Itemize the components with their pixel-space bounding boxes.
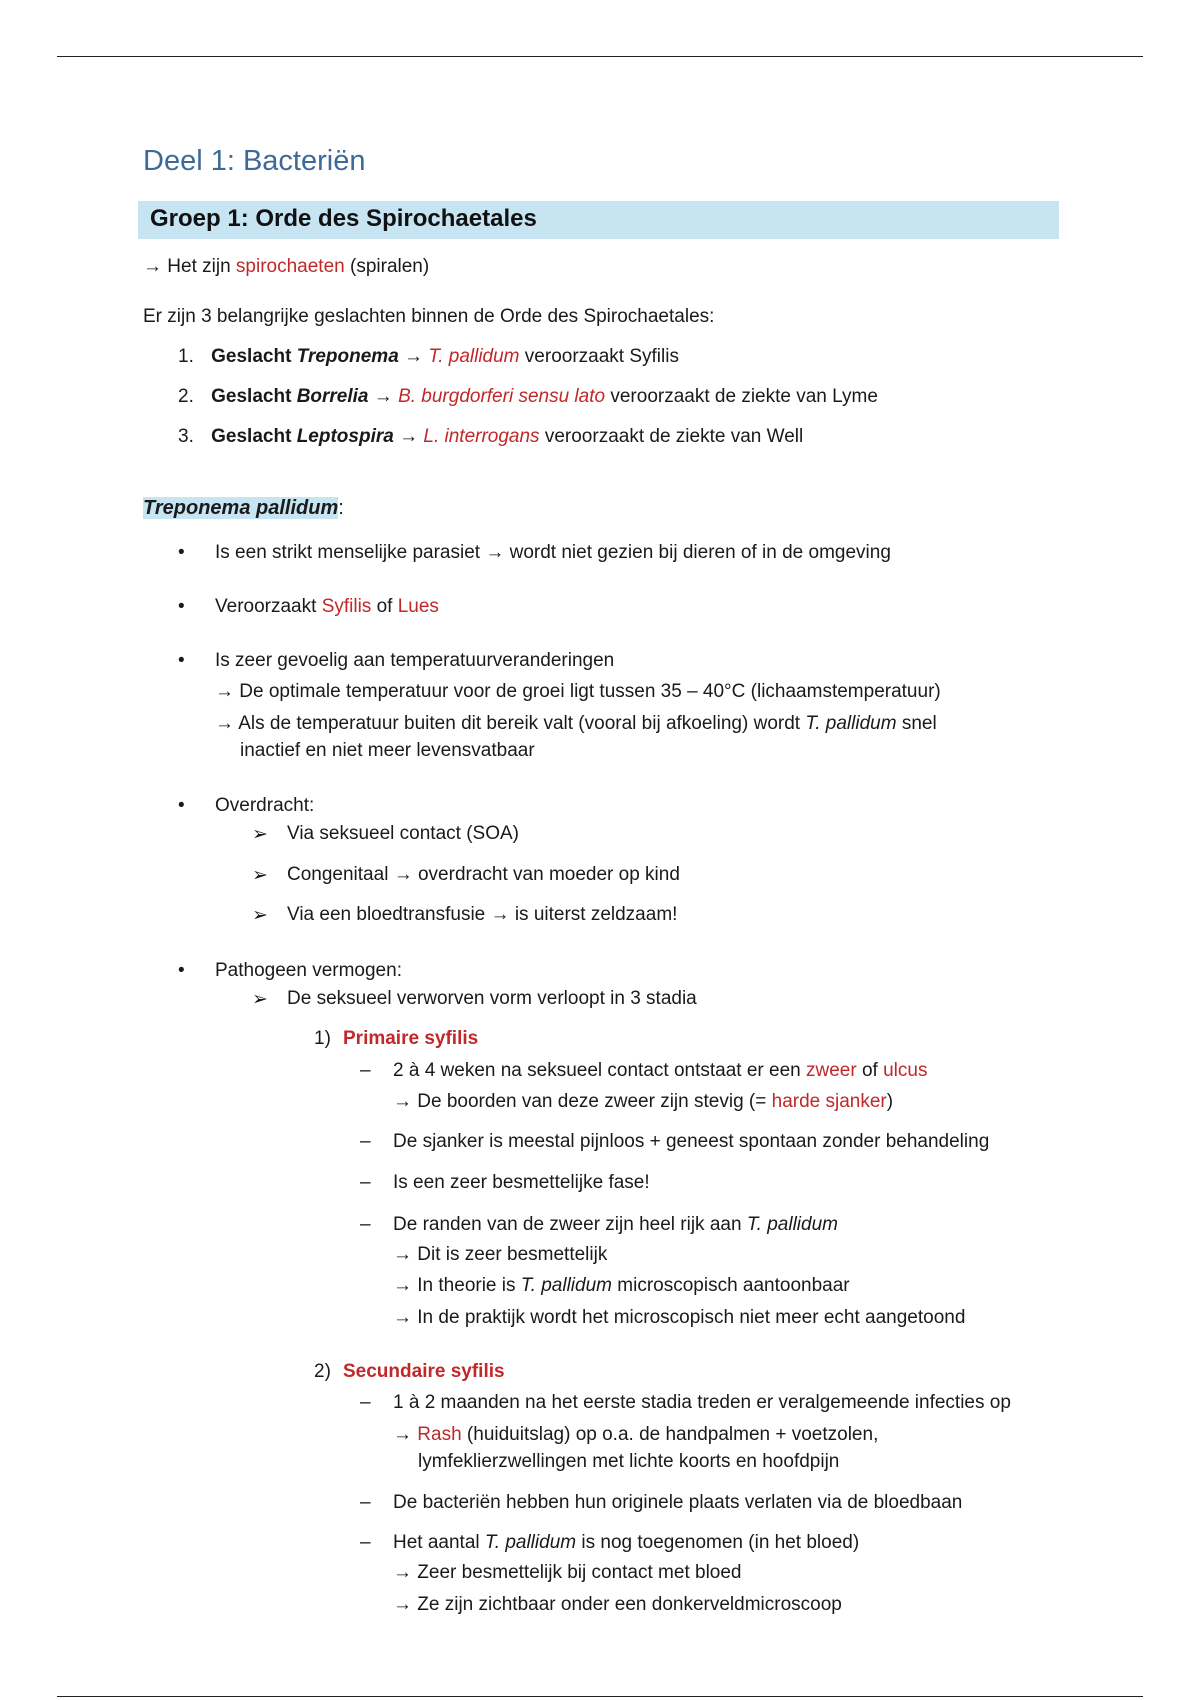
section-heading: Treponema pallidum: <box>143 497 344 519</box>
arrow-icon: → <box>490 904 510 925</box>
arrow-icon: → <box>404 346 424 367</box>
stage-title: Primaire syfilis <box>343 1028 479 1049</box>
arrowhead-icon: ➢ <box>252 824 268 845</box>
arrow-icon: → <box>373 386 393 407</box>
list-item: 1. Geslacht Treponema → T. pallidum veroorzaakt Syfilis <box>178 346 679 367</box>
dash-icon: – <box>360 1060 371 1081</box>
page-title: Deel 1: Bacteriën <box>143 145 366 177</box>
sub-item: Via seksueel contact (SOA) <box>287 823 519 844</box>
stage-item: Is een zeer besmettelijke fase! <box>393 1172 650 1193</box>
stage-number: 2) <box>314 1361 331 1382</box>
stage-subitem: → Dit is zeer besmettelijk <box>393 1244 608 1265</box>
list-item: Is zeer gevoelig aan temperatuurveranderingen <box>215 650 615 671</box>
sub-item: De seksueel verworven vorm verloopt in 3 stadia <box>287 988 697 1009</box>
dash-icon: – <box>360 1392 371 1413</box>
list-item: Overdracht: <box>215 795 315 816</box>
dash-icon: – <box>360 1532 371 1553</box>
group-heading: Groep 1: Orde des Spirochaetales <box>150 205 537 232</box>
arrowhead-icon: ➢ <box>252 989 268 1010</box>
list-item: Is een strikt menselijke parasiet → wordt niet gezien bij dieren of in de omgeving <box>215 542 891 563</box>
arrow-icon: → <box>393 1091 412 1112</box>
dash-icon: – <box>360 1492 371 1513</box>
list-item: 2. Geslacht Borrelia → B. burgdorferi sensu lato veroorzaakt de ziekte van Lyme <box>178 386 878 407</box>
bullet-icon: • <box>178 542 185 563</box>
sub-item: Congenitaal → overdracht van moeder op kind <box>287 864 680 885</box>
list-item: 3. Geslacht Leptospira → L. interrogans veroorzaakt de ziekte van Well <box>178 426 804 447</box>
stage-item: De sjanker is meestal pijnloos + geneest spontaan zonder behandeling <box>393 1131 990 1152</box>
arrow-icon: → <box>393 1594 412 1615</box>
bullet-icon: • <box>178 795 185 816</box>
intro-line: → Het zijn spirochaeten (spiralen) <box>143 256 430 277</box>
arrow-icon: → <box>393 1562 412 1583</box>
bullet-icon: • <box>178 596 185 617</box>
stage-item: Het aantal T. pallidum is nog toegenomen (in het bloed) <box>393 1532 860 1553</box>
list-item: Veroorzaakt Syfilis of Lues <box>215 596 439 617</box>
bullet-icon: • <box>178 650 185 671</box>
stage-subitem: → Rash (huiduitslag) op o.a. de handpalmen + voetzolen, <box>393 1424 879 1445</box>
stage-item: 2 à 4 weken na seksueel contact ontstaat er een zweer of ulcus <box>393 1060 928 1081</box>
arrow-icon: → <box>143 256 162 277</box>
stage-title: Secundaire syfilis <box>343 1361 505 1382</box>
sub-item: → De optimale temperatuur voor de groei ligt tussen 35 – 40°C (lichaamstemperatuur) <box>215 681 941 702</box>
list-item: Pathogeen vermogen: <box>215 960 402 981</box>
arrow-icon: → <box>393 1307 412 1328</box>
stage-item: 1 à 2 maanden na het eerste stadia treden er veralgemeende infecties op <box>393 1392 1011 1413</box>
top-rule <box>57 56 1143 57</box>
stage-subitem: → Zeer besmettelijk bij contact met bloed <box>393 1562 742 1583</box>
stage-subitem: → In de praktijk wordt het microscopisch niet meer echt aangetoond <box>393 1307 966 1328</box>
arrowhead-icon: ➢ <box>252 905 268 926</box>
stage-subitem: → De boorden van deze zweer zijn stevig (= harde sjanker) <box>393 1091 894 1112</box>
arrow-icon: → <box>393 1424 412 1445</box>
arrow-icon: → <box>393 1275 412 1296</box>
stage-item: De bacteriën hebben hun originele plaats verlaten via de bloedbaan <box>393 1492 963 1513</box>
stage-item: De randen van de zweer zijn heel rijk aan T. pallidum <box>393 1214 838 1235</box>
bullet-icon: • <box>178 960 185 981</box>
stage-subitem: → Ze zijn zichtbaar onder een donkerveldmicroscoop <box>393 1594 842 1615</box>
genera-lead: Er zijn 3 belangrijke geslachten binnen de Orde des Spirochaetales: <box>143 306 715 327</box>
arrow-icon: → <box>215 713 234 734</box>
arrow-icon: → <box>393 1244 412 1265</box>
arrow-icon: → <box>485 542 505 563</box>
dash-icon: – <box>360 1214 371 1235</box>
dash-icon: – <box>360 1172 371 1193</box>
bottom-rule <box>57 1696 1143 1697</box>
dash-icon: – <box>360 1131 371 1152</box>
stage-number: 1) <box>314 1028 331 1049</box>
sub-item: Via een bloedtransfusie → is uiterst zeldzaam! <box>287 904 678 925</box>
stage-subitem-continuation: lymfeklierzwellingen met lichte koorts en hoofdpijn <box>418 1451 840 1472</box>
stage-subitem: → In theorie is T. pallidum microscopisch aantoonbaar <box>393 1275 850 1296</box>
arrow-icon: → <box>399 426 419 447</box>
arrow-icon: → <box>215 681 234 702</box>
arrowhead-icon: ➢ <box>252 865 268 886</box>
sub-item: → Als de temperatuur buiten dit bereik valt (vooral bij afkoeling) wordt T. pallidum snel <box>215 713 937 734</box>
sub-item-continuation: inactief en niet meer levensvatbaar <box>240 740 535 761</box>
arrow-icon: → <box>393 864 413 885</box>
